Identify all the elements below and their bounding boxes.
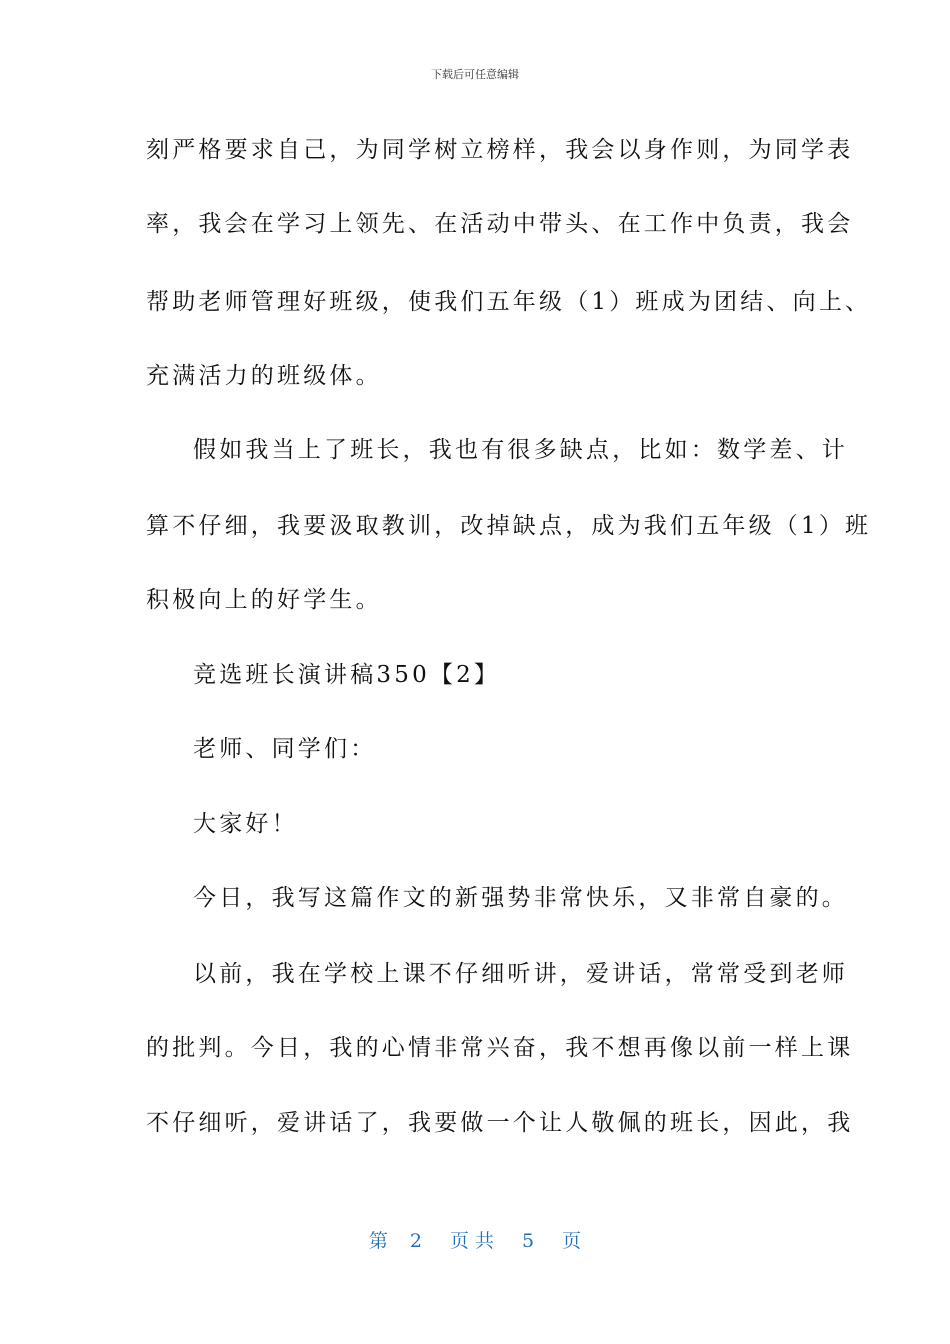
total-pages-number: 5 [522,1230,535,1252]
body-line: 帮助老师管理好班级，使我们五年级（1）班成为团结、向上、 [146,289,872,315]
footer-prefix: 第 [368,1230,388,1252]
section-heading: 竞选班长演讲稿350【2】 [193,662,501,688]
body-line: 的批判。今日，我的心情非常兴奋，我不想再像以前一样上课 [146,1035,854,1061]
body-line: 积极向上的好学生。 [146,587,382,613]
body-line: 不仔细听，爱讲话了，我要做一个让人敬佩的班长，因此，我 [146,1110,854,1136]
header-note: 下载后可任意编辑 [431,68,519,81]
body-line: 老师、同学们： [193,736,377,762]
current-page-number: 2 [409,1230,422,1252]
footer-suffix: 页 [562,1230,582,1252]
body-line: 率，我会在学习上领先、在活动中带头、在工作中负责，我会 [146,211,854,237]
body-line: 充满活力的班级体。 [146,363,382,389]
page-footer [0,1226,950,1253]
body-line: 今日，我写这篇作文的新强势非常快乐，又非常自豪的。 [193,885,848,911]
body-line: 刻严格要求自己，为同学树立榜样，我会以身作则，为同学表 [146,137,854,163]
body-line: 假如我当上了班长，我也有很多缺点，比如：数学差、计 [193,437,848,463]
body-line: 大家好！ [193,811,298,837]
body-line: 以前，我在学校上课不仔细听讲，爱讲话，常常受到老师 [193,961,848,987]
body-line: 算不仔细，我要汲取教训，改掉缺点，成为我们五年级（1）班 [146,513,872,539]
footer-middle: 页共 [449,1230,500,1252]
